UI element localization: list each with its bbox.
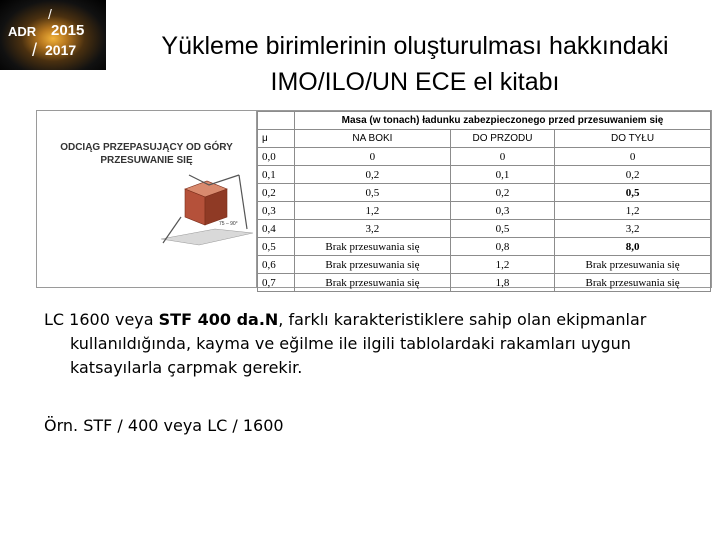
angle-label: 75 – 90° bbox=[219, 221, 238, 227]
cell-tylu: Brak przesuwania się bbox=[555, 256, 711, 274]
logo-slash-top: / bbox=[48, 6, 52, 22]
cell-boki: 0,2 bbox=[295, 166, 451, 184]
floor-plane bbox=[161, 229, 253, 245]
cell-mu: 0,0 bbox=[258, 148, 295, 166]
table-row bbox=[258, 166, 711, 184]
cell-tylu: 0,2 bbox=[555, 166, 711, 184]
cell-tylu: 0 bbox=[555, 148, 711, 166]
lashing-strap bbox=[189, 175, 239, 185]
figure-left-panel bbox=[37, 111, 257, 287]
table-title-row bbox=[258, 112, 711, 130]
cell-przodu: 0,8 bbox=[450, 238, 554, 256]
slide-title-line2: IMO/ILO/UN ECE el kitabı bbox=[270, 68, 560, 96]
body-line3: katsayılarla çarpmak gerekir. bbox=[70, 358, 303, 377]
body-text-rest: , farklı karakteristiklere sahip olan ekipmanlar bbox=[278, 310, 647, 329]
example-text: Örn. STF / 400 veya LC / 1600 bbox=[44, 416, 284, 435]
column-header-przodu: DO PRZODU bbox=[450, 130, 554, 148]
logo-adr-text: ADR bbox=[8, 24, 37, 39]
body-text-stf: STF 400 bbox=[158, 310, 237, 329]
logo-year-from: 2015 bbox=[51, 22, 85, 39]
cell-przodu: 0,1 bbox=[450, 166, 554, 184]
cell-przodu: 0,2 bbox=[450, 184, 554, 202]
column-header-tylu: DO TYŁU bbox=[555, 130, 711, 148]
body-line2: kullanıldığında, kayma ve eğilme ile ilgili tablolardaki rakamları uygun bbox=[70, 334, 631, 353]
table-row bbox=[258, 256, 711, 274]
cell-tylu: 3,2 bbox=[555, 220, 711, 238]
figure-left-title-line2: PRZESUWANIE SIĘ bbox=[100, 155, 193, 166]
cell-boki: 0,5 bbox=[295, 184, 451, 202]
cell-przodu: 0,5 bbox=[450, 220, 554, 238]
body-paragraph bbox=[44, 308, 672, 380]
cell-mu: 0,2 bbox=[258, 184, 295, 202]
figure-left-title-line1: ODCIĄG PRZEPASUJĄCY OD GÓRY bbox=[60, 142, 233, 153]
mass-table bbox=[257, 111, 711, 292]
table-header-row bbox=[258, 130, 711, 148]
column-header-mu: μ bbox=[258, 130, 295, 148]
table-row bbox=[258, 274, 711, 292]
cell-mu: 0,3 bbox=[258, 202, 295, 220]
cell-boki: 0 bbox=[295, 148, 451, 166]
cell-tylu: 0,5 bbox=[555, 184, 711, 202]
cell-mu: 0,5 bbox=[258, 238, 295, 256]
lashing-strap-down bbox=[239, 175, 247, 229]
cell-przodu: 0 bbox=[450, 148, 554, 166]
body-line1 bbox=[44, 310, 646, 329]
cell-przodu: 1,2 bbox=[450, 256, 554, 274]
table-title: Masa (w tonach) ładunku zabezpieczonego przed przesuwaniem się bbox=[295, 112, 711, 130]
table-row bbox=[258, 238, 711, 256]
cell-boki: 3,2 bbox=[295, 220, 451, 238]
table-row bbox=[258, 184, 711, 202]
cell-boki: Brak przesuwania się bbox=[295, 256, 451, 274]
column-header-boki: NA BOKI bbox=[295, 130, 451, 148]
table-row bbox=[258, 202, 711, 220]
logo-year-to: 2017 bbox=[45, 42, 77, 58]
cell-przodu: 0,3 bbox=[450, 202, 554, 220]
table-title-empty-cell bbox=[258, 112, 295, 130]
table-row bbox=[258, 148, 711, 166]
slide-title bbox=[110, 28, 720, 100]
cell-mu: 0,7 bbox=[258, 274, 295, 292]
cell-mu: 0,4 bbox=[258, 220, 295, 238]
cargo-box-illustration bbox=[155, 169, 255, 249]
cell-mu: 0,6 bbox=[258, 256, 295, 274]
adr-logo bbox=[0, 0, 106, 70]
cell-tylu: Brak przesuwania się bbox=[555, 274, 711, 292]
body-text-dan: da.N bbox=[236, 310, 279, 329]
cell-boki: Brak przesuwania się bbox=[295, 274, 451, 292]
slide-figure bbox=[36, 110, 712, 288]
logo-slash-bottom: / bbox=[32, 40, 38, 60]
cell-boki: Brak przesuwania się bbox=[295, 238, 451, 256]
cell-tylu: 1,2 bbox=[555, 202, 711, 220]
cell-przodu: 1,8 bbox=[450, 274, 554, 292]
body-text-lc: LC 1600 veya bbox=[44, 310, 159, 329]
table-row bbox=[258, 220, 711, 238]
cell-boki: 1,2 bbox=[295, 202, 451, 220]
slide-title-line1: Yükleme birimlerinin oluşturulması hakkındaki bbox=[161, 32, 669, 60]
figure-left-title bbox=[37, 141, 256, 167]
cell-mu: 0,1 bbox=[258, 166, 295, 184]
cell-tylu: 8,0 bbox=[555, 238, 711, 256]
